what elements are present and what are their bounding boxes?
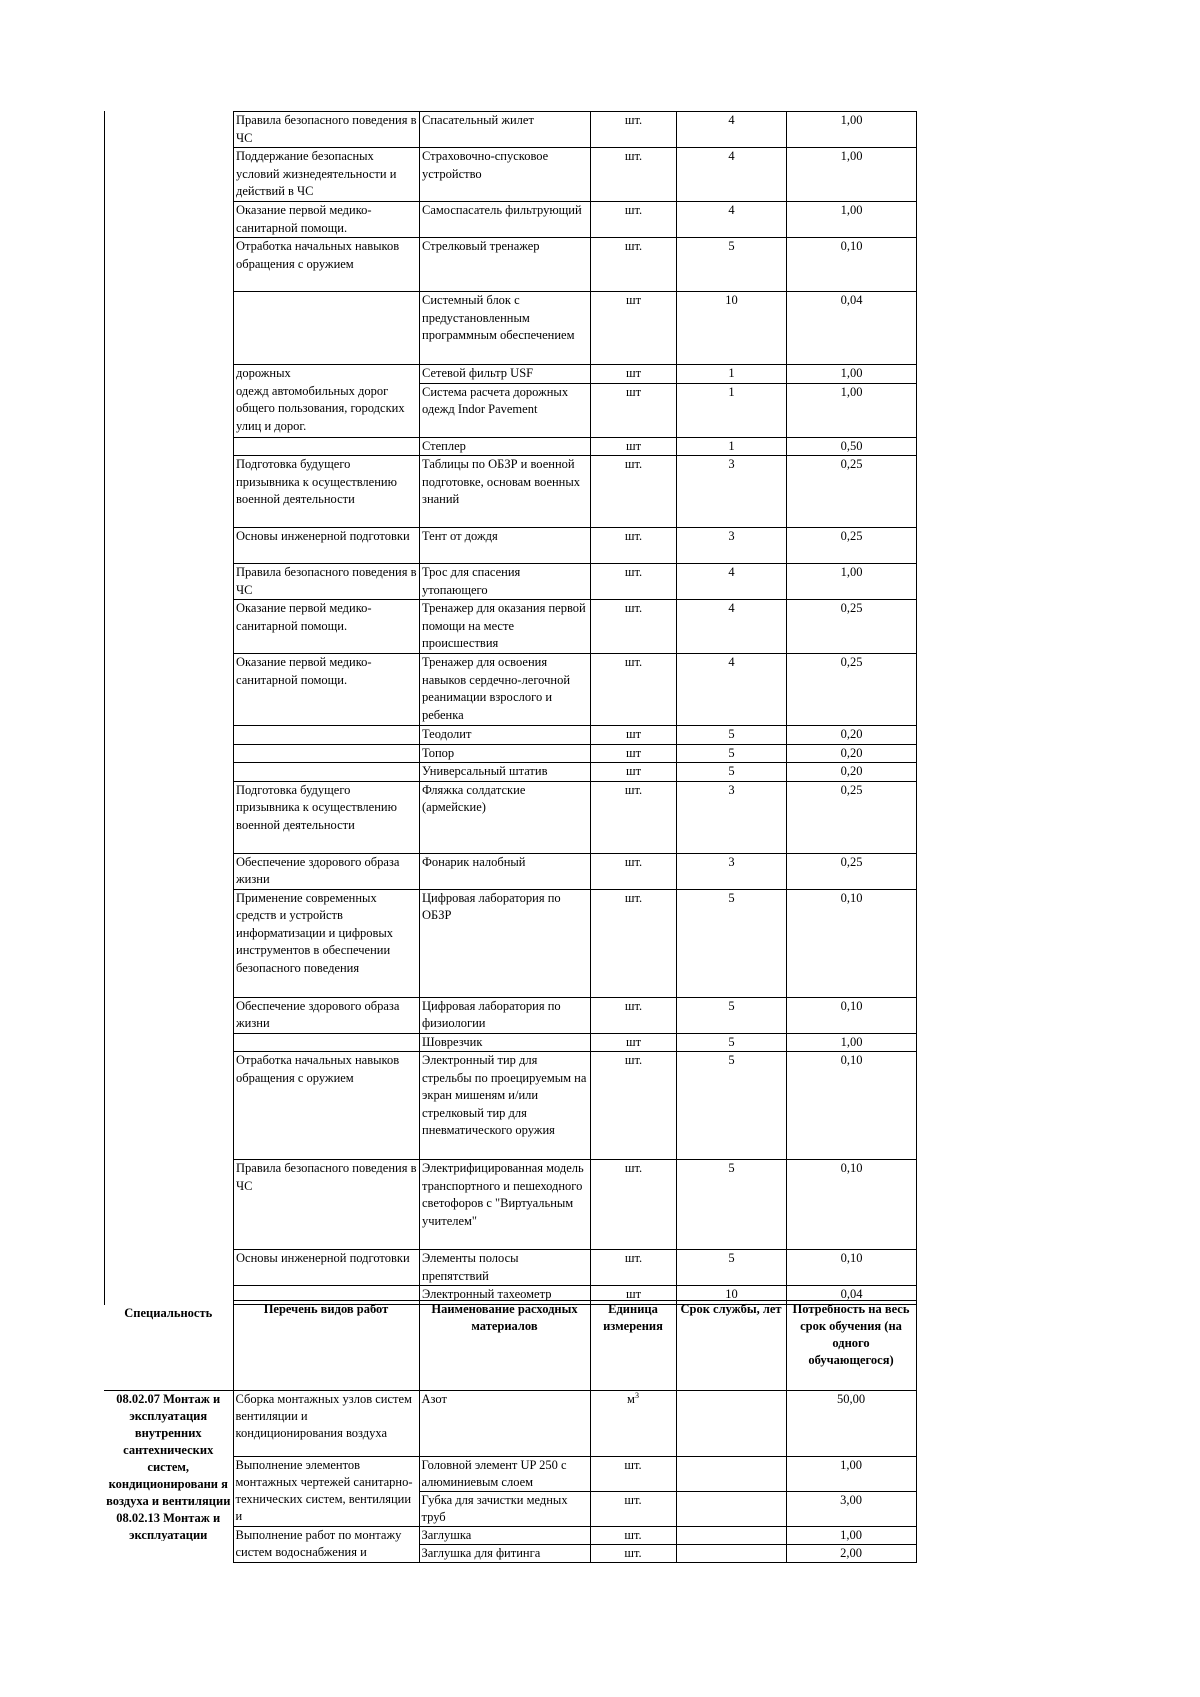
table-row: [234, 564, 917, 600]
material-cell: Фляжка солдатские (армейские): [420, 781, 591, 853]
header-unit: Единица измерения: [590, 1301, 676, 1391]
need-cell: 0,50: [787, 437, 917, 456]
unit-cell: шт.: [590, 1457, 676, 1492]
specialty-name: 08.02.07 Монтаж и эксплуатация внутренних сантехнических систем, кондиционировани я воздуха и вентиляции: [106, 1392, 231, 1508]
header-row: [104, 1301, 916, 1391]
need-cell: 0,04: [787, 292, 917, 365]
need-cell: 1,00: [787, 383, 917, 437]
material-cell: Цифровая лаборатория по ОБЗР: [420, 889, 591, 997]
life-cell: 5: [677, 1160, 787, 1250]
unit-cell: шт.: [591, 853, 677, 889]
work-cell: [234, 292, 420, 365]
unit-cell: шт: [591, 726, 677, 745]
need-cell: 1,00: [787, 202, 917, 238]
work-cell: Основы инженерной подготовки: [234, 1250, 420, 1286]
need-cell: 50,00: [786, 1391, 916, 1457]
unit-cell: шт.: [591, 781, 677, 853]
need-cell: 1,00: [787, 148, 917, 202]
life-cell: 5: [677, 889, 787, 997]
need-cell: 0,04: [787, 1286, 917, 1305]
material-cell: Теодолит: [420, 726, 591, 745]
table-row: [234, 1250, 917, 1286]
work-cell: Оказание первой медико-санитарной помощи.: [234, 600, 420, 654]
life-cell: 3: [677, 528, 787, 564]
material-cell: Система расчета дорожных одежд Indor Pavement: [420, 383, 591, 437]
need-cell: 0,25: [787, 528, 917, 564]
life-cell: 5: [677, 1033, 787, 1052]
material-cell: Спасательный жилет: [420, 112, 591, 148]
work-cell: [234, 763, 420, 782]
life-cell: 5: [677, 726, 787, 745]
header-materials: Наименование расходных материалов: [419, 1301, 590, 1391]
life-cell: 5: [677, 238, 787, 292]
need-cell: 3,00: [786, 1492, 916, 1527]
material-cell: Стрелковый тренажер: [420, 238, 591, 292]
unit-cell: шт: [591, 365, 677, 384]
work-cell: Поддержание безопасных условий жизнедеятельности и действий в ЧС: [234, 148, 420, 202]
need-cell: 0,25: [787, 654, 917, 726]
material-cell: Элементы полосы препятствий: [420, 1250, 591, 1286]
work-cell: [234, 365, 420, 438]
need-cell: 1,00: [786, 1457, 916, 1492]
unit-cell: шт.: [591, 112, 677, 148]
life-cell: [676, 1527, 786, 1545]
material-cell: Заглушка: [419, 1527, 590, 1545]
life-cell: 10: [677, 292, 787, 365]
specialty-table: [104, 1300, 917, 1563]
material-cell: Страховочно-спусковое устройство: [420, 148, 591, 202]
unit-cell: шт.: [591, 997, 677, 1033]
work-cell: [234, 1033, 420, 1052]
unit-cell: шт: [591, 292, 677, 365]
table-row: [234, 238, 917, 292]
unit-cell: шт.: [591, 148, 677, 202]
need-cell: 1,00: [787, 365, 917, 384]
work-cell: Выполнение работ по монтажу систем водоснабжения и: [233, 1527, 419, 1563]
unit-cell: шт.: [591, 600, 677, 654]
header-life: Срок службы, лет: [676, 1301, 786, 1391]
material-cell: Топор: [420, 744, 591, 763]
table-row: [234, 781, 917, 853]
life-cell: 5: [677, 763, 787, 782]
material-cell: Фонарик налобный: [420, 853, 591, 889]
table-row: [234, 202, 917, 238]
need-cell: 1,00: [787, 564, 917, 600]
life-cell: 4: [677, 112, 787, 148]
material-cell: Губка для зачистки медных труб: [419, 1492, 590, 1527]
unit-cell: шт.: [591, 654, 677, 726]
material-cell: Тренажер для оказания первой помощи на месте происшествия: [420, 600, 591, 654]
life-cell: 4: [677, 202, 787, 238]
need-cell: 0,25: [787, 456, 917, 528]
table-row: [234, 600, 917, 654]
need-cell: 1,00: [786, 1527, 916, 1545]
material-cell: Электронный тир для стрельбы по проецируемым на экран мишеням и/или стрелковый тир для пневматического оружия: [420, 1052, 591, 1160]
need-cell: 2,00: [786, 1545, 916, 1563]
material-cell: Универсальный штатив: [420, 763, 591, 782]
work-cell: Основы инженерной подготовки: [234, 528, 420, 564]
work-text: одежд автомобильных дорог общего пользования, городских улиц и дорог.: [236, 383, 405, 433]
table-row: [234, 1052, 917, 1160]
unit-cell: [590, 1391, 676, 1457]
unit-cell: шт: [591, 763, 677, 782]
specialty-cell: [104, 1391, 233, 1563]
unit-cell: шт.: [591, 238, 677, 292]
table-row: [234, 1160, 917, 1250]
material-cell: Системный блок с предустановленным программным обеспечением: [420, 292, 591, 365]
life-cell: 4: [677, 564, 787, 600]
material-cell: Азот: [419, 1391, 590, 1457]
header-works: Перечень видов работ: [233, 1301, 419, 1391]
work-text: дорожных: [236, 366, 291, 380]
work-cell: Правила безопасного поведения в ЧС: [234, 112, 420, 148]
table-row: [234, 763, 917, 782]
material-cell: Тент от дождя: [420, 528, 591, 564]
need-cell: 0,10: [787, 1250, 917, 1286]
life-cell: 10: [677, 1286, 787, 1305]
unit-cell: шт.: [591, 202, 677, 238]
life-cell: 5: [677, 744, 787, 763]
unit-cell: шт.: [591, 1250, 677, 1286]
header-specialty: Специальность: [104, 1301, 233, 1391]
table-row: [234, 292, 917, 365]
unit-cell: шт.: [590, 1492, 676, 1527]
life-cell: [676, 1457, 786, 1492]
material-cell: Таблицы по ОБЗР и военной подготовке, основам военных знаний: [420, 456, 591, 528]
need-cell: 0,25: [787, 853, 917, 889]
unit-cell: шт: [591, 744, 677, 763]
unit-cell: шт.: [591, 456, 677, 528]
table-row: [234, 148, 917, 202]
life-cell: 5: [677, 997, 787, 1033]
table-row: [234, 853, 917, 889]
life-cell: 3: [677, 456, 787, 528]
material-cell: Самоспасатель фильтрующий: [420, 202, 591, 238]
specialty-name-clipped: эксплуатации: [129, 1528, 208, 1541]
work-cell: Отработка начальных навыков обращения с оружием: [234, 238, 420, 292]
life-cell: 5: [677, 1052, 787, 1160]
unit-cell: шт.: [591, 1160, 677, 1250]
life-cell: 5: [677, 1250, 787, 1286]
need-cell: 0,10: [787, 238, 917, 292]
materials-table: [233, 111, 917, 1305]
life-cell: 1: [677, 383, 787, 437]
table-row: [234, 1033, 917, 1052]
need-cell: 0,25: [787, 781, 917, 853]
life-cell: [676, 1545, 786, 1563]
table-row: [234, 744, 917, 763]
work-cell: Применение современных средств и устройств информатизации и цифровых инструментов в обеспечении безопасного поведения: [234, 889, 420, 997]
table-row: [234, 112, 917, 148]
life-cell: 3: [677, 853, 787, 889]
life-cell: 3: [677, 781, 787, 853]
specialty-name: 08.02.13 Монтаж и: [116, 1511, 221, 1525]
unit-cell: шт: [591, 1286, 677, 1305]
unit-cell: шт.: [591, 564, 677, 600]
work-cell: Оказание первой медико-санитарной помощи.: [234, 202, 420, 238]
work-cell: Обеспечение здорового образа жизни: [234, 853, 420, 889]
work-cell: Подготовка будущего призывника к осуществлению военной деятельности: [234, 781, 420, 853]
work-cell: Подготовка будущего призывника к осуществлению военной деятельности: [234, 456, 420, 528]
need-cell: 1,00: [787, 1033, 917, 1052]
unit-cell: шт: [591, 1033, 677, 1052]
need-cell: 0,10: [787, 997, 917, 1033]
material-cell: Тренажер для освоения навыков сердечно-легочной реанимации взрослого и ребенка: [420, 654, 591, 726]
need-cell: 1,00: [787, 112, 917, 148]
life-cell: [676, 1391, 786, 1457]
left-border-line: [104, 111, 105, 1305]
need-cell: 0,25: [787, 600, 917, 654]
life-cell: 4: [677, 654, 787, 726]
unit-superscript: 3: [634, 1390, 639, 1400]
unit-cell: шт.: [590, 1545, 676, 1563]
unit-cell: шт.: [591, 528, 677, 564]
table-row: [104, 1391, 916, 1457]
table-row: [234, 437, 917, 456]
life-cell: 4: [677, 148, 787, 202]
work-cell: Правила безопасного поведения в ЧС: [234, 1160, 420, 1250]
table-row: [234, 528, 917, 564]
material-cell: Электронный тахеометр: [420, 1286, 591, 1305]
header-need: Потребность на весь срок обучения (на одного обучающегося): [786, 1301, 916, 1391]
unit-cell: шт: [591, 437, 677, 456]
material-cell: Степлер: [420, 437, 591, 456]
table-row: [234, 456, 917, 528]
unit-cell: шт: [591, 383, 677, 437]
unit-cell: шт.: [591, 889, 677, 997]
need-cell: 0,10: [787, 889, 917, 997]
material-cell: Шоврезчик: [420, 1033, 591, 1052]
need-cell: 0,20: [787, 744, 917, 763]
table-row: [234, 997, 917, 1033]
work-cell: Сборка монтажных узлов систем вентиляции и кондиционирования воздуха: [233, 1391, 419, 1457]
work-cell: [234, 726, 420, 745]
material-cell: Заглушка для фитинга: [419, 1545, 590, 1563]
work-cell: [234, 437, 420, 456]
work-cell: Выполнение элементов монтажных чертежей санитарно-технических систем, вентиляции и: [233, 1457, 419, 1527]
work-cell: Оказание первой медико-санитарной помощи.: [234, 654, 420, 726]
table-row: [234, 726, 917, 745]
material-cell: Цифровая лаборатория по физиологии: [420, 997, 591, 1033]
material-cell: Электрифицированная модель транспортного и пешеходного светофоров с "Виртуальным учителем": [420, 1160, 591, 1250]
unit-text: м: [627, 1392, 635, 1406]
unit-cell: шт.: [591, 1052, 677, 1160]
need-cell: 0,20: [787, 763, 917, 782]
life-cell: 1: [677, 437, 787, 456]
work-cell: Правила безопасного поведения в ЧС: [234, 564, 420, 600]
unit-cell: шт.: [590, 1527, 676, 1545]
life-cell: 1: [677, 365, 787, 384]
material-cell: Сетевой фильтр USF: [420, 365, 591, 384]
table-row: [234, 889, 917, 997]
work-cell: Отработка начальных навыков обращения с оружием: [234, 1052, 420, 1160]
table-row: [234, 365, 917, 384]
work-cell: Обеспечение здорового образа жизни: [234, 997, 420, 1033]
life-cell: [676, 1492, 786, 1527]
material-cell: Головной элемент UP 250 с алюминиевым слоем: [419, 1457, 590, 1492]
need-cell: 0,20: [787, 726, 917, 745]
life-cell: 4: [677, 600, 787, 654]
table-row: [234, 654, 917, 726]
need-cell: 0,10: [787, 1160, 917, 1250]
material-cell: Трос для спасения утопающего: [420, 564, 591, 600]
need-cell: 0,10: [787, 1052, 917, 1160]
work-cell: [234, 744, 420, 763]
